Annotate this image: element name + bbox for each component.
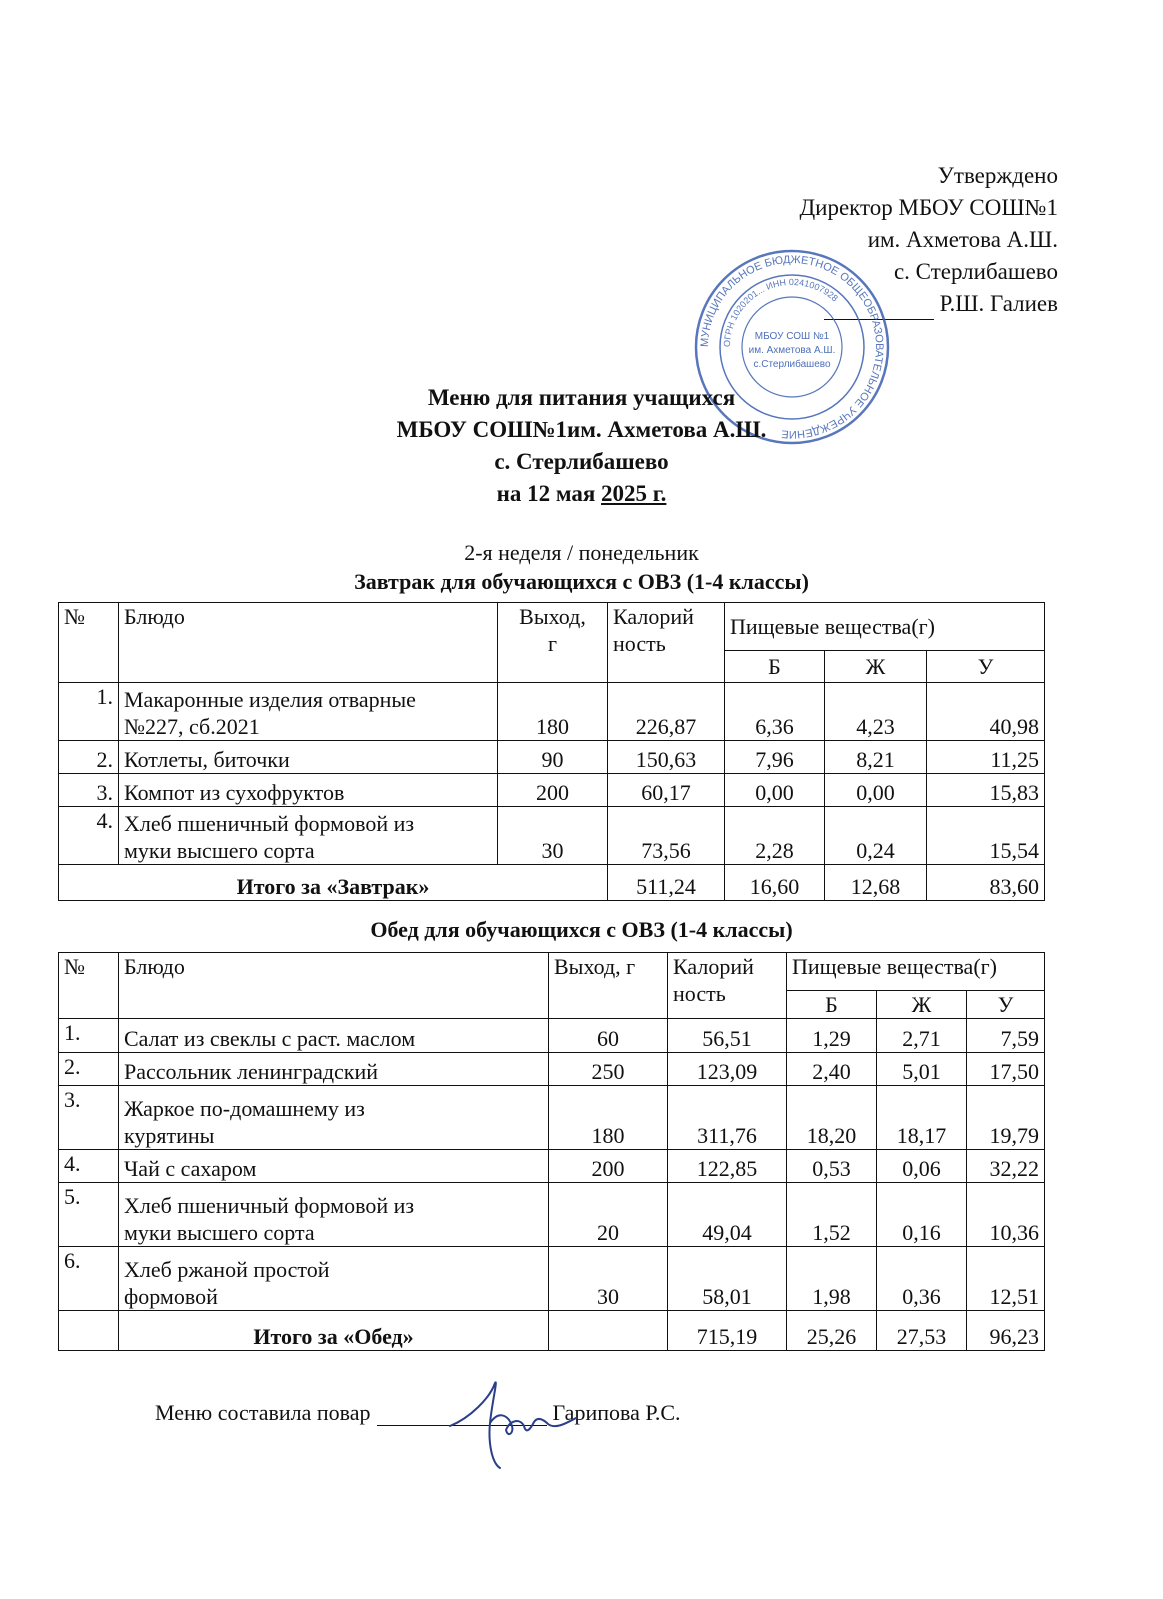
title-line-1: Меню для питания учащихся	[427, 385, 736, 410]
header-calories-line-1: Калорий	[673, 954, 754, 979]
row-dish: Компот из сухофруктов	[119, 774, 498, 807]
row-yield: 20	[549, 1183, 668, 1247]
row-dish	[119, 1086, 549, 1150]
row-protein: 1,52	[787, 1183, 877, 1247]
footer-signature-line	[155, 1400, 681, 1426]
row-carbs: 32,22	[967, 1150, 1045, 1183]
header-yield-line-2: г	[547, 631, 558, 656]
row-fat: 0,06	[877, 1150, 967, 1183]
row-dish: Чай с сахаром	[119, 1150, 549, 1183]
table-header-row	[59, 953, 1045, 991]
total-calories: 715,19	[668, 1311, 787, 1351]
row-protein: 0,00	[725, 774, 825, 807]
row-calories: 60,17	[608, 774, 725, 807]
row-protein: 1,98	[787, 1247, 877, 1311]
row-fat: 5,01	[877, 1053, 967, 1086]
row-calories: 49,04	[668, 1183, 787, 1247]
row-protein: 18,20	[787, 1086, 877, 1150]
row-fat: 4,23	[825, 683, 927, 741]
header-dish: Блюдо	[119, 953, 549, 1019]
row-dish	[119, 683, 498, 741]
header-num: №	[59, 603, 119, 683]
header-fat: Ж	[825, 651, 927, 683]
row-num: 2.	[59, 741, 119, 774]
row-fat: 0,00	[825, 774, 927, 807]
row-dish: Котлеты, биточки	[119, 741, 498, 774]
row-num: 6.	[59, 1247, 119, 1311]
total-carbs: 83,60	[927, 865, 1045, 901]
table-row	[59, 1150, 1045, 1183]
stamp-center-line-1: МБОУ СОШ №1	[754, 331, 830, 342]
row-dish	[119, 807, 498, 865]
table-header-row	[59, 603, 1045, 651]
row-protein: 2,28	[725, 807, 825, 865]
week-label: 2-я неделя / понедельник	[464, 540, 699, 565]
dish-line-2: курятины	[124, 1123, 215, 1148]
row-fat: 0,16	[877, 1183, 967, 1247]
row-calories: 56,51	[668, 1019, 787, 1053]
row-yield: 60	[549, 1019, 668, 1053]
header-calories-line-1: Калорий	[613, 604, 694, 629]
header-protein: Б	[725, 651, 825, 683]
row-yield: 30	[498, 807, 608, 865]
row-fat: 0,24	[825, 807, 927, 865]
header-calories-line-2: ность	[613, 631, 666, 656]
header-calories-line-2: ность	[673, 981, 726, 1006]
row-calories: 150,63	[608, 741, 725, 774]
dish-line-1: Хлеб пшеничный формовой из	[124, 1193, 415, 1218]
header-fat: Ж	[877, 991, 967, 1019]
dish-line-1: Макаронные изделия отварные	[124, 687, 416, 712]
header-nutrients: Пищевые вещества(г)	[725, 603, 1045, 651]
total-calories: 511,24	[608, 865, 725, 901]
header-calories	[668, 953, 787, 1019]
title-date-prefix: на 12 мая	[496, 481, 602, 506]
row-carbs: 17,50	[967, 1053, 1045, 1086]
stamp-ring-text: МУНИЦИПАЛЬНОЕ БЮДЖЕТНОЕ ОБЩЕОБРАЗОВАТЕЛЬНОЕ УЧРЕЖДЕНИЕ	[698, 253, 886, 441]
approval-title: Утверждено	[937, 163, 1058, 188]
footer-prefix: Меню составила повар	[155, 1400, 371, 1425]
row-yield: 200	[549, 1150, 668, 1183]
row-carbs: 15,83	[927, 774, 1045, 807]
header-dish: Блюдо	[119, 603, 498, 683]
row-carbs: 19,79	[967, 1086, 1045, 1150]
table-row	[59, 741, 1045, 774]
table-row	[59, 1053, 1045, 1086]
lunch-table	[58, 952, 1045, 1351]
row-yield: 200	[498, 774, 608, 807]
row-num: 4.	[59, 1150, 119, 1183]
stamp-center-line-3: с.Стерлибашево	[753, 359, 831, 370]
row-num: 1.	[59, 683, 119, 741]
total-protein: 25,26	[787, 1311, 877, 1351]
row-yield: 180	[498, 683, 608, 741]
row-fat: 2,71	[877, 1019, 967, 1053]
row-protein: 1,29	[787, 1019, 877, 1053]
table-row	[59, 683, 1045, 741]
row-calories: 226,87	[608, 683, 725, 741]
row-carbs: 7,59	[967, 1019, 1045, 1053]
row-carbs: 12,51	[967, 1247, 1045, 1311]
total-empty-cell	[59, 1311, 119, 1351]
row-calories: 123,09	[668, 1053, 787, 1086]
dish-line-2: муки высшего сорта	[124, 838, 315, 863]
header-protein: Б	[787, 991, 877, 1019]
row-calories: 58,01	[668, 1247, 787, 1311]
row-num: 2.	[59, 1053, 119, 1086]
row-num: 5.	[59, 1183, 119, 1247]
table-row	[59, 1247, 1045, 1311]
header-carbs: У	[927, 651, 1045, 683]
header-calories	[608, 603, 725, 683]
row-carbs: 40,98	[927, 683, 1045, 741]
dish-line-1: Хлеб пшеничный формовой из	[124, 811, 415, 836]
total-row	[59, 1311, 1045, 1351]
stamp-center-line-2: им. Ахметова А.Ш.	[748, 345, 836, 356]
row-dish: Рассольник ленинградский	[119, 1053, 549, 1086]
header-yield	[498, 603, 608, 683]
dish-line-1: Хлеб ржаной простой	[124, 1257, 330, 1282]
title-line-3: с. Стерлибашево	[494, 449, 669, 474]
dish-line-1: Жаркое по-домашнему из	[124, 1096, 365, 1121]
header-yield: Выход, г	[549, 953, 668, 1019]
row-num: 3.	[59, 1086, 119, 1150]
row-protein: 6,36	[725, 683, 825, 741]
breakfast-caption: Завтрак для обучающихся с ОВЗ (1-4 классы)	[354, 569, 809, 594]
row-carbs: 10,36	[967, 1183, 1045, 1247]
row-protein: 0,53	[787, 1150, 877, 1183]
row-carbs: 15,54	[927, 807, 1045, 865]
row-yield: 30	[549, 1247, 668, 1311]
total-fat: 27,53	[877, 1311, 967, 1351]
header-carbs: У	[967, 991, 1045, 1019]
title-date-year: 2025 г.	[601, 481, 667, 506]
row-protein: 7,96	[725, 741, 825, 774]
approval-village: с. Стерлибашево	[893, 259, 1058, 284]
row-dish	[119, 1183, 549, 1247]
header-num: №	[59, 953, 119, 1019]
total-label: Итого за «Обед»	[119, 1311, 549, 1351]
row-calories: 73,56	[608, 807, 725, 865]
breakfast-table	[58, 602, 1045, 901]
row-dish: Салат из свеклы с раст. маслом	[119, 1019, 549, 1053]
table-row	[59, 807, 1045, 865]
total-fat: 12,68	[825, 865, 927, 901]
header-yield-line-1: Выход,	[519, 604, 586, 629]
table-row	[59, 1183, 1045, 1247]
title-date	[0, 478, 1163, 510]
row-fat: 0,36	[877, 1247, 967, 1311]
row-num: 1.	[59, 1019, 119, 1053]
approval-position: Директор МБОУ СОШ№1	[799, 195, 1058, 220]
total-empty-yield	[549, 1311, 668, 1351]
approval-school-name: им. Ахметова А.Ш.	[867, 227, 1058, 252]
row-calories: 311,76	[668, 1086, 787, 1150]
row-num: 3.	[59, 774, 119, 807]
row-protein: 2,40	[787, 1053, 877, 1086]
row-yield: 250	[549, 1053, 668, 1086]
dish-line-2: муки высшего сорта	[124, 1220, 315, 1245]
dish-line-2: №227, сб.2021	[124, 714, 260, 739]
row-yield: 90	[498, 741, 608, 774]
total-label: Итого за «Завтрак»	[59, 865, 608, 901]
row-calories: 122,85	[668, 1150, 787, 1183]
director-name: Р.Ш. Галиев	[939, 291, 1058, 316]
row-carbs: 11,25	[927, 741, 1045, 774]
cook-name: Гарипова Р.С.	[552, 1400, 681, 1425]
row-fat: 8,21	[825, 741, 927, 774]
lunch-caption: Обед для обучающихся с ОВЗ (1-4 классы)	[370, 917, 793, 942]
table-row	[59, 774, 1045, 807]
row-num: 4.	[59, 807, 119, 865]
stamp-inner-text: ОГРН 1020201... ИНН 0241007928	[721, 276, 840, 348]
row-fat: 18,17	[877, 1086, 967, 1150]
total-row	[59, 865, 1045, 901]
row-dish	[119, 1247, 549, 1311]
total-protein: 16,60	[725, 865, 825, 901]
header-nutrients: Пищевые вещества(г)	[787, 953, 1045, 991]
table-row	[59, 1019, 1045, 1053]
dish-line-2: формовой	[124, 1284, 218, 1309]
total-carbs: 96,23	[967, 1311, 1045, 1351]
table-row	[59, 1086, 1045, 1150]
cook-signature-mark	[440, 1378, 580, 1473]
row-yield: 180	[549, 1086, 668, 1150]
title-line-2: МБОУ СОШ№1им. Ахметова А.Ш.	[396, 417, 767, 442]
document-title	[0, 382, 1163, 510]
